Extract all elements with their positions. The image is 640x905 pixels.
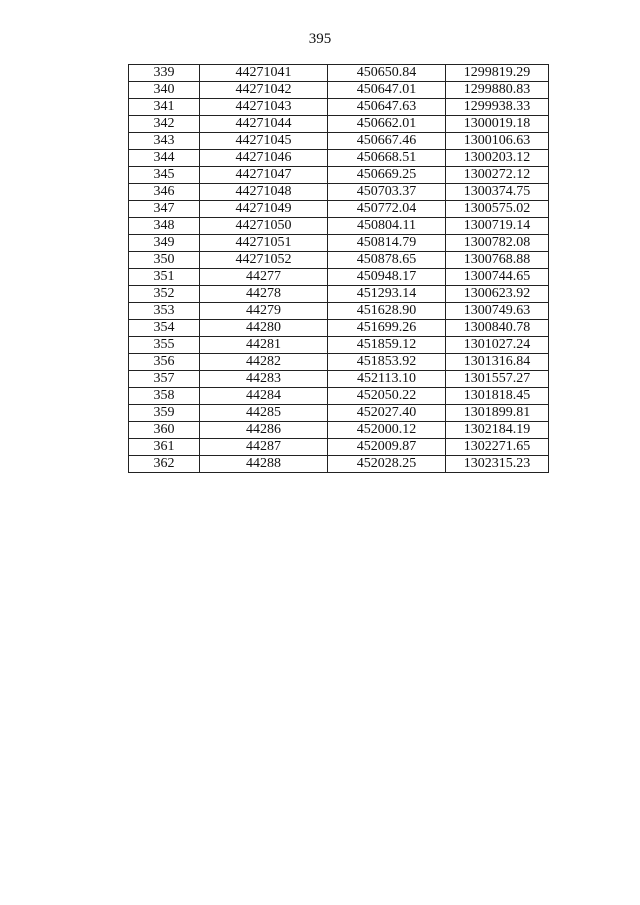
x-coordinate-cell: 450667.46 <box>328 133 446 150</box>
row-number-cell: 348 <box>129 218 200 235</box>
y-coordinate-cell: 1301899.81 <box>446 405 549 422</box>
x-coordinate-cell: 450703.37 <box>328 184 446 201</box>
row-number-cell: 352 <box>129 286 200 303</box>
row-number-cell: 346 <box>129 184 200 201</box>
x-coordinate-cell: 451699.26 <box>328 320 446 337</box>
y-coordinate-cell: 1300744.65 <box>446 269 549 286</box>
point-id-cell: 44271049 <box>200 201 328 218</box>
y-coordinate-cell: 1301557.27 <box>446 371 549 388</box>
point-id-cell: 44278 <box>200 286 328 303</box>
y-coordinate-cell: 1299938.33 <box>446 99 549 116</box>
table-row <box>129 388 549 405</box>
table-body <box>129 65 549 473</box>
table-row <box>129 320 549 337</box>
x-coordinate-cell: 450772.04 <box>328 201 446 218</box>
y-coordinate-cell: 1301818.45 <box>446 388 549 405</box>
x-coordinate-cell: 450650.84 <box>328 65 446 82</box>
coordinates-table <box>128 64 549 473</box>
x-coordinate-cell: 450668.51 <box>328 150 446 167</box>
table-row <box>129 65 549 82</box>
y-coordinate-cell: 1300782.08 <box>446 235 549 252</box>
row-number-cell: 351 <box>129 269 200 286</box>
x-coordinate-cell: 450662.01 <box>328 116 446 133</box>
point-id-cell: 44288 <box>200 456 328 473</box>
table-row <box>129 99 549 116</box>
point-id-cell: 44271045 <box>200 133 328 150</box>
row-number-cell: 347 <box>129 201 200 218</box>
table-row <box>129 456 549 473</box>
x-coordinate-cell: 450878.65 <box>328 252 446 269</box>
y-coordinate-cell: 1302315.23 <box>446 456 549 473</box>
row-number-cell: 341 <box>129 99 200 116</box>
point-id-cell: 44279 <box>200 303 328 320</box>
x-coordinate-cell: 452113.10 <box>328 371 446 388</box>
row-number-cell: 342 <box>129 116 200 133</box>
y-coordinate-cell: 1300840.78 <box>446 320 549 337</box>
y-coordinate-cell: 1300374.75 <box>446 184 549 201</box>
point-id-cell: 44284 <box>200 388 328 405</box>
table-row <box>129 184 549 201</box>
row-number-cell: 356 <box>129 354 200 371</box>
y-coordinate-cell: 1300575.02 <box>446 201 549 218</box>
y-coordinate-cell: 1300623.92 <box>446 286 549 303</box>
row-number-cell: 359 <box>129 405 200 422</box>
y-coordinate-cell: 1302271.65 <box>446 439 549 456</box>
point-id-cell: 44283 <box>200 371 328 388</box>
page-number: 395 <box>308 31 332 47</box>
point-id-cell: 44280 <box>200 320 328 337</box>
y-coordinate-cell: 1299880.83 <box>446 82 549 99</box>
x-coordinate-cell: 452027.40 <box>328 405 446 422</box>
table-row <box>129 269 549 286</box>
x-coordinate-cell: 452000.12 <box>328 422 446 439</box>
y-coordinate-cell: 1300768.88 <box>446 252 549 269</box>
table-row <box>129 218 549 235</box>
x-coordinate-cell: 450814.79 <box>328 235 446 252</box>
row-number-cell: 355 <box>129 337 200 354</box>
y-coordinate-cell: 1300019.18 <box>446 116 549 133</box>
point-id-cell: 44271047 <box>200 167 328 184</box>
x-coordinate-cell: 452009.87 <box>328 439 446 456</box>
point-id-cell: 44287 <box>200 439 328 456</box>
table-row <box>129 133 549 150</box>
table-row <box>129 167 549 184</box>
table-row <box>129 235 549 252</box>
point-id-cell: 44271042 <box>200 82 328 99</box>
point-id-cell: 44271041 <box>200 65 328 82</box>
x-coordinate-cell: 450647.01 <box>328 82 446 99</box>
point-id-cell: 44282 <box>200 354 328 371</box>
row-number-cell: 362 <box>129 456 200 473</box>
x-coordinate-cell: 450804.11 <box>328 218 446 235</box>
point-id-cell: 44271051 <box>200 235 328 252</box>
x-coordinate-cell: 450948.17 <box>328 269 446 286</box>
x-coordinate-cell: 452028.25 <box>328 456 446 473</box>
table-row <box>129 371 549 388</box>
table-row <box>129 252 549 269</box>
y-coordinate-cell: 1300719.14 <box>446 218 549 235</box>
row-number-cell: 358 <box>129 388 200 405</box>
row-number-cell: 349 <box>129 235 200 252</box>
y-coordinate-cell: 1300749.63 <box>446 303 549 320</box>
point-id-cell: 44271044 <box>200 116 328 133</box>
y-coordinate-cell: 1300272.12 <box>446 167 549 184</box>
point-id-cell: 44271046 <box>200 150 328 167</box>
table-row <box>129 303 549 320</box>
y-coordinate-cell: 1299819.29 <box>446 65 549 82</box>
row-number-cell: 340 <box>129 82 200 99</box>
point-id-cell: 44271043 <box>200 99 328 116</box>
x-coordinate-cell: 450669.25 <box>328 167 446 184</box>
point-id-cell: 44281 <box>200 337 328 354</box>
row-number-cell: 345 <box>129 167 200 184</box>
x-coordinate-cell: 450647.63 <box>328 99 446 116</box>
x-coordinate-cell: 451293.14 <box>328 286 446 303</box>
y-coordinate-cell: 1300106.63 <box>446 133 549 150</box>
table-row <box>129 286 549 303</box>
row-number-cell: 354 <box>129 320 200 337</box>
row-number-cell: 360 <box>129 422 200 439</box>
table-row <box>129 82 549 99</box>
y-coordinate-cell: 1301316.84 <box>446 354 549 371</box>
row-number-cell: 344 <box>129 150 200 167</box>
point-id-cell: 44271050 <box>200 218 328 235</box>
table-row <box>129 337 549 354</box>
point-id-cell: 44271052 <box>200 252 328 269</box>
x-coordinate-cell: 451628.90 <box>328 303 446 320</box>
table-row <box>129 354 549 371</box>
row-number-cell: 357 <box>129 371 200 388</box>
table-row <box>129 405 549 422</box>
y-coordinate-cell: 1302184.19 <box>446 422 549 439</box>
table-row <box>129 116 549 133</box>
row-number-cell: 339 <box>129 65 200 82</box>
point-id-cell: 44271048 <box>200 184 328 201</box>
table-row <box>129 201 549 218</box>
table-row <box>129 439 549 456</box>
point-id-cell: 44285 <box>200 405 328 422</box>
table-row <box>129 150 549 167</box>
row-number-cell: 350 <box>129 252 200 269</box>
row-number-cell: 353 <box>129 303 200 320</box>
row-number-cell: 343 <box>129 133 200 150</box>
x-coordinate-cell: 451853.92 <box>328 354 446 371</box>
x-coordinate-cell: 452050.22 <box>328 388 446 405</box>
point-id-cell: 44286 <box>200 422 328 439</box>
x-coordinate-cell: 451859.12 <box>328 337 446 354</box>
y-coordinate-cell: 1300203.12 <box>446 150 549 167</box>
y-coordinate-cell: 1301027.24 <box>446 337 549 354</box>
point-id-cell: 44277 <box>200 269 328 286</box>
table-row <box>129 422 549 439</box>
row-number-cell: 361 <box>129 439 200 456</box>
